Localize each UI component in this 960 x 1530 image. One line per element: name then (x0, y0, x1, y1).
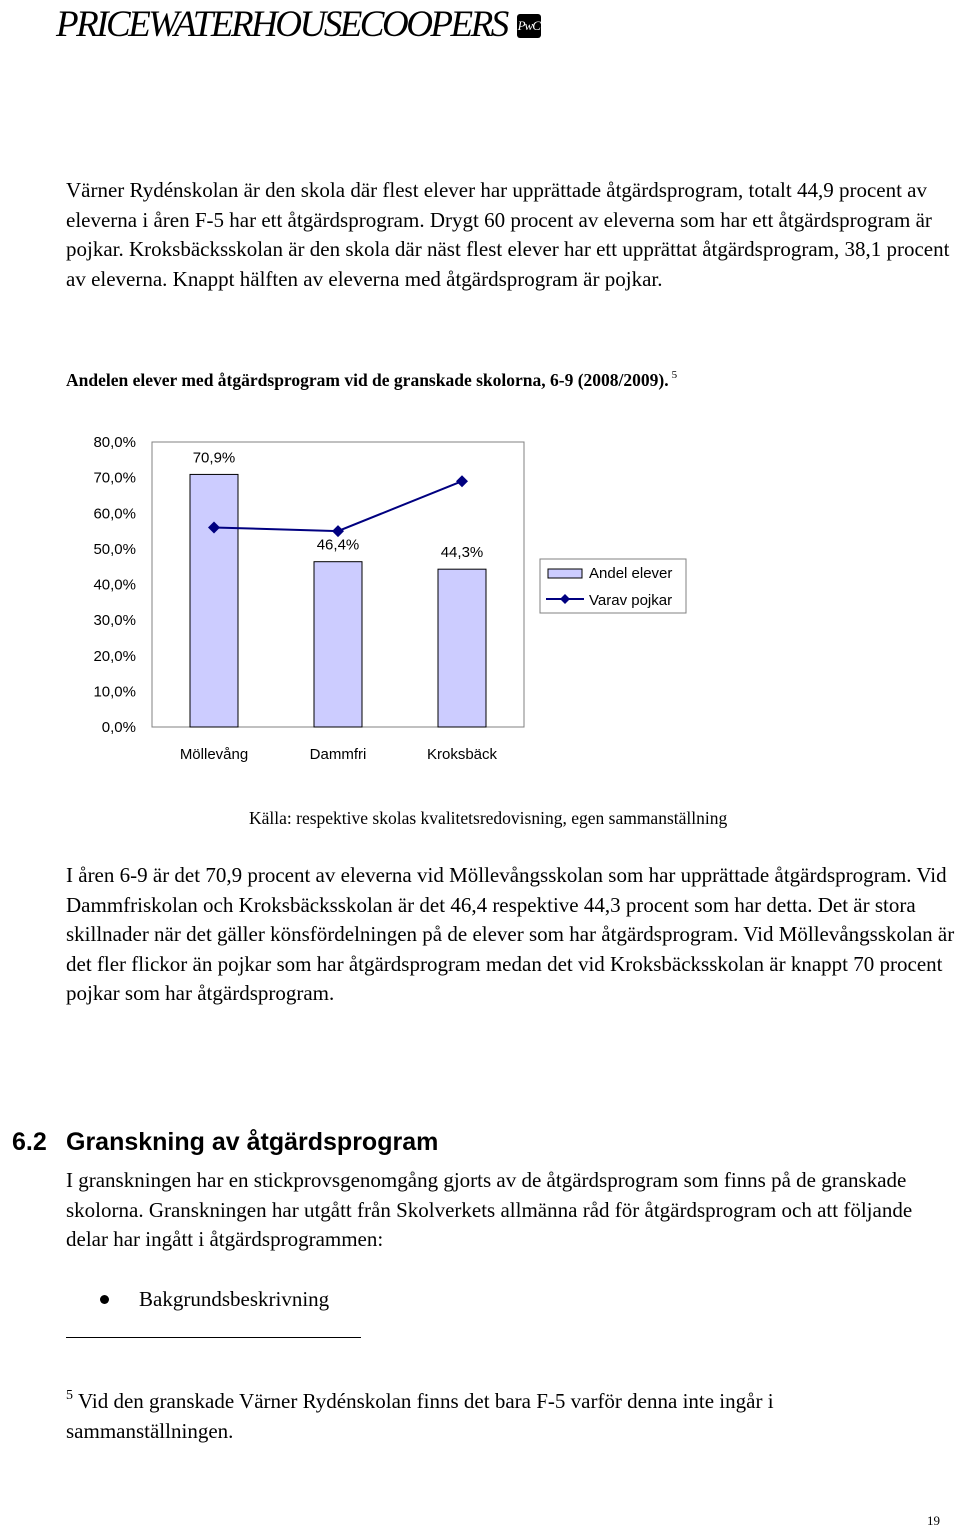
footnote-number: 5 (66, 1388, 73, 1403)
x-tick-label: Möllevång (179, 746, 249, 763)
chart-line-series (208, 475, 468, 537)
x-tick-label: Dammfri (309, 746, 367, 763)
page-number: 19 (927, 1513, 940, 1528)
chart-labels (93, 434, 497, 763)
chart (0, 420, 720, 780)
chart-bars (190, 474, 486, 727)
line-marker-2 (332, 525, 344, 537)
line-series-path (214, 481, 462, 531)
chart-source: Källa: respektive skolas kvalitetsredovisning, egen sammanställning (249, 808, 728, 828)
legend-label-bar: Andel elever (589, 565, 673, 582)
legend-swatch-bar (548, 569, 582, 578)
chart-caption (66, 369, 677, 391)
legend-label-line: Varav pojkar (589, 592, 673, 609)
footnote-text: Vid den granskade Värner Rydénskolan finns det bara F-5 varför denna inte ingår i sammanställningen. (66, 1389, 774, 1443)
section-heading (12, 1128, 438, 1157)
chart-caption-text: Andelen elever med åtgärdsprogram vid de granskade skolorna, 6-9 (2008/2009). (66, 370, 669, 390)
footnote (66, 1381, 946, 1446)
section-number: 6.2 (12, 1128, 47, 1156)
section-title: Granskning av åtgärdsprogram (66, 1128, 439, 1156)
section-paragraph: I granskningen har en stickprovsgenomgång gjorts av de åtgärdsprogram som finns på de granskade skolorna. Granskningen har utgått från Skolverkets allmänna råd för åtgärdsprogram och att följande delar har ingått i åtgärdsprogrammen: (66, 1168, 913, 1252)
y-tick-label: 0,0% (101, 719, 136, 736)
bullet-text: Bakgrundsbeskrivning (139, 1287, 330, 1311)
y-tick-label: 20,0% (93, 647, 136, 665)
y-tick-label: 10,0% (93, 683, 136, 701)
bar-data-label: 46,4% (316, 536, 360, 554)
analysis-paragraph: I åren 6-9 är det 70,9 procent av eleverna vid Möllevångsskolan som har upprättade åtgärdsprogram. Vid Dammfriskolan och Kroksbäcksskolan är det 46,4 respektive 44,3 procent som har detta. Det är stora skillnader när det gäller könsfördelningen på de elever som har åtgärdsprogram. Vid Möllevångsskolan är det fler flickor än pojkar som har åtgärdsprogram medan det vid Kroksbäcksskolan är knappt 70 procent pojkar som har åtgärdsprogram. (66, 863, 955, 1006)
bar-2 (314, 562, 362, 727)
y-tick-label: 80,0% (93, 434, 136, 451)
footnote-separator (66, 1337, 361, 1338)
y-tick-label: 50,0% (93, 540, 136, 558)
bar-1 (190, 474, 238, 727)
y-tick-label: 40,0% (93, 576, 136, 594)
y-tick-label: 60,0% (93, 505, 136, 523)
bar-data-label: 70,9% (192, 449, 236, 467)
x-tick-label: Kroksbäck (426, 746, 498, 763)
bullet-dot (100, 1295, 109, 1304)
y-tick-label: 70,0% (93, 469, 136, 487)
bar-data-label: 44,3% (440, 544, 484, 562)
line-marker-3 (456, 475, 468, 487)
footnote-ref: 5 (671, 369, 678, 381)
company-logo (56, 2, 541, 46)
intro-paragraph: Värner Rydénskolan är den skola där flest elever har upprättade åtgärdsprogram, totalt 44,9 procent av eleverna i åren F-5 har ett åtgärdsprogram. Drygt 60 procent av eleverna som har ett åtgärdsprogram är pojkar. Kroksbäcksskolan är den skola där näst flest elever har ett upprättat åtgärdsprogram, 38,1 procent av eleverna. Knappt hälften av eleverna med åtgärdsprogram är pojkar. (66, 178, 950, 291)
logo-mark: PwC (517, 14, 541, 38)
logo-text: PRICEWATERHOUSECOOPERS (56, 3, 507, 45)
chart-legend (540, 559, 686, 613)
bullet-item (100, 1287, 329, 1312)
y-tick-label: 30,0% (93, 612, 136, 630)
bar-3 (438, 569, 486, 727)
